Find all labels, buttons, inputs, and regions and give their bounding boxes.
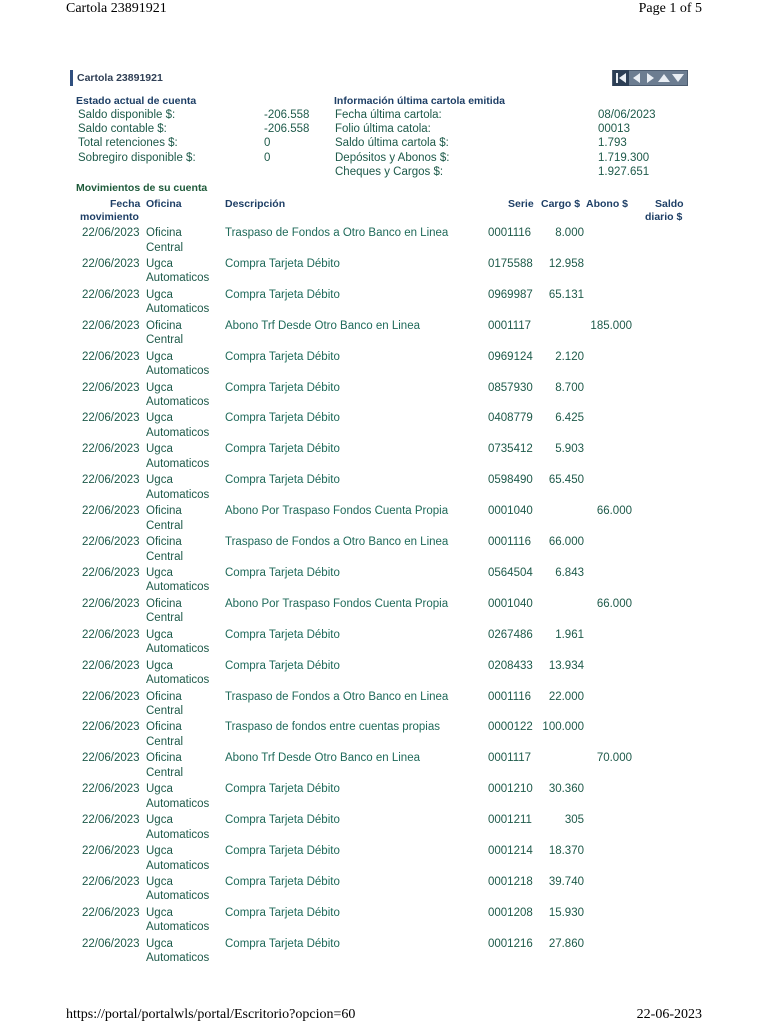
row-descripcion: Compra Tarjeta Débito [225,381,340,394]
row-oficina-line2: Automaticos [146,581,210,594]
row-oficina-line2: Automaticos [146,828,210,841]
row-oficina-line2: Automaticos [146,674,210,687]
row-date: 22/06/2023 [82,628,140,641]
row-oficina-line2: Central [146,705,184,717]
table-row [0,566,768,597]
table-row [0,906,768,937]
row-descripcion: Compra Tarjeta Débito [225,350,340,363]
row-oficina-line2: Automaticos [146,396,210,408]
row-oficina: Oficina [146,690,182,703]
row-cargo: 305 [564,814,584,827]
print-header [66,1,702,19]
row-date: 22/06/2023 [82,350,140,363]
table-row [0,813,768,844]
first-page-icon[interactable] [613,70,629,86]
info-label: Depósitos y Abonos $: [335,152,450,164]
table-row [0,504,768,535]
table-row [0,442,768,473]
row-date: 22/06/2023 [82,227,140,239]
row-serie: 0001208 [488,906,533,919]
row-descripcion: Traspaso de Fondos a Otro Banco en Linea [225,690,449,703]
row-oficina-line2: Central [146,519,184,532]
row-oficina: Ugca [146,906,173,919]
estado-value: -206.558 [264,109,310,121]
row-oficina-line2: Central [146,241,184,254]
scroll-down-icon[interactable] [671,71,685,85]
row-cargo: 22.000 [548,690,584,703]
row-serie: 0001040 [488,597,533,610]
row-date: 22/06/2023 [82,597,140,610]
row-cargo: 12.958 [548,257,584,270]
table-row [0,844,768,875]
row-cargo: 27.860 [548,937,584,950]
row-oficina: Ugca [146,659,173,672]
table-row [0,597,768,628]
row-oficina: Ugca [146,412,173,425]
row-descripcion: Abono Por Traspaso Fondos Cuenta Propia [225,597,449,610]
page-nav-buttons [612,70,688,86]
col-oficina: Oficina [146,198,182,210]
row-oficina-line2: Automaticos [146,365,210,378]
row-oficina: Ugca [146,814,173,827]
row-serie: 0857930 [488,381,533,394]
row-serie: 0175588 [488,257,533,270]
info-value: 08/06/2023 [598,109,656,121]
table-row [0,937,768,968]
row-date: 22/06/2023 [82,536,140,548]
row-descripcion: Compra Tarjeta Débito [225,628,340,641]
row-oficina: Oficina [146,227,182,239]
row-descripcion: Abono Por Traspaso Fondos Cuenta Propia [225,505,449,518]
row-serie: 0267486 [488,628,533,641]
row-oficina: Oficina [146,752,182,765]
row-descripcion: Compra Tarjeta Débito [225,288,340,301]
row-oficina-line2: Central [146,334,184,347]
row-oficina: Ugca [146,628,173,641]
row-cargo: 1.961 [555,628,584,641]
row-date: 22/06/2023 [82,875,140,888]
row-abono: 70.000 [596,752,632,765]
row-abono: 66.000 [596,597,632,610]
row-cargo: 39.740 [548,875,584,888]
col-saldo-diario: diario $ [645,211,683,223]
row-serie: 0001216 [488,937,533,950]
row-cargo: 2.120 [555,350,584,363]
row-serie: 0001040 [488,505,533,518]
row-oficina-line2: Automaticos [146,890,210,903]
col-cargo: Cargo $ [541,198,581,210]
row-date: 22/06/2023 [82,381,140,394]
row-date: 22/06/2023 [82,257,140,270]
row-descripcion: Compra Tarjeta Débito [225,443,340,456]
table-row [0,473,768,504]
row-descripcion: Abono Trf Desde Otro Banco en Linea [225,752,420,765]
row-oficina: Ugca [146,937,173,950]
row-oficina: Ugca [146,566,173,579]
row-oficina: Oficina [146,597,182,610]
row-oficina: Ugca [146,381,173,394]
row-serie: 0208433 [488,659,533,672]
estado-label: Total retenciones $: [78,137,178,149]
table-row [0,535,768,566]
col-serie: Serie [508,198,534,210]
table-row [0,226,768,257]
row-descripcion: Traspaso de Fondos a Otro Banco en Linea [225,536,449,548]
table-row [0,288,768,319]
row-oficina: Oficina [146,319,182,332]
print-date: 22-06-2023 [636,1007,702,1022]
estado-heading: Estado actual de cuenta [76,95,197,107]
row-cargo: 100.000 [542,721,584,734]
table-row [0,690,768,721]
table-row [0,875,768,906]
row-serie: 0001116 [488,536,532,548]
row-oficina: Ugca [146,875,173,888]
info-heading: Información última cartola emitida [334,95,505,107]
row-oficina-line2: Central [146,612,184,625]
row-cargo: 18.370 [548,845,584,857]
row-oficina-line2: Central [146,735,184,748]
row-date: 22/06/2023 [82,566,140,579]
row-descripcion: Traspaso de Fondos a Otro Banco en Linea [225,227,449,239]
row-oficina-line2: Central [146,550,184,563]
row-abono: 66.000 [596,505,632,518]
row-serie: 0001116 [488,227,532,239]
row-serie: 0001218 [488,875,533,888]
info-value: 00013 [598,123,630,135]
row-descripcion: Compra Tarjeta Débito [225,474,340,487]
estado-value: 0 [264,152,271,164]
row-date: 22/06/2023 [82,814,140,827]
row-oficina: Ugca [146,783,173,796]
row-serie: 0001116 [488,690,532,703]
row-oficina-line2: Automaticos [146,643,210,656]
row-serie: 0001214 [488,845,533,857]
row-date: 22/06/2023 [82,443,140,456]
row-oficina: Ugca [146,474,173,487]
row-oficina-line2: Automaticos [146,457,210,470]
row-oficina-line2: Automaticos [146,921,210,934]
row-descripcion: Compra Tarjeta Débito [225,257,340,270]
row-cargo: 8.000 [555,227,584,239]
table-row [0,381,768,412]
row-serie: 0735412 [488,443,533,456]
info-value: 1.927.651 [598,166,650,178]
row-descripcion: Compra Tarjeta Débito [225,937,340,950]
row-cargo: 6.843 [555,566,584,579]
row-oficina-line2: Automaticos [146,426,210,439]
col-abono: Abono $ [586,198,628,210]
row-oficina: Oficina [146,536,182,548]
row-serie: 0408779 [488,412,533,425]
info-value: 1.793 [598,137,627,149]
row-cargo: 8.700 [555,381,584,394]
row-date: 22/06/2023 [82,690,140,703]
scroll-up-icon[interactable] [657,71,671,85]
table-row [0,319,768,350]
row-date: 22/06/2023 [82,288,140,301]
row-cargo: 15.930 [548,906,584,919]
table-row [0,782,768,813]
row-oficina: Oficina [146,505,182,518]
col-fecha: Fecha [110,198,141,210]
row-serie: 0001211 [488,814,532,827]
row-oficina-line2: Automaticos [146,797,210,810]
info-value: 1.719.300 [598,152,650,164]
table-row [0,350,768,381]
info-label: Folio última catola: [335,123,431,135]
row-oficina-line2: Automaticos [146,272,210,285]
info-label: Fecha última cartola: [335,109,442,121]
table-row [0,720,768,751]
table-row [0,751,768,782]
row-cargo: 66.000 [548,536,584,548]
prev-page-icon[interactable] [629,71,643,85]
row-oficina: Oficina [146,721,182,734]
row-serie: 0001117 [488,752,532,765]
estado-value: 0 [264,137,271,149]
row-oficina-line2: Central [146,766,184,779]
row-descripcion: Compra Tarjeta Débito [225,566,340,579]
row-descripcion: Compra Tarjeta Débito [225,412,340,425]
row-oficina-line2: Automaticos [146,859,210,872]
row-date: 22/06/2023 [82,906,140,919]
estado-value: -206.558 [264,123,310,135]
col-descripcion: Descripción [225,198,286,210]
table-row [0,257,768,288]
table-row [0,411,768,442]
row-oficina: Ugca [146,350,173,363]
row-oficina: Ugca [146,845,173,857]
row-descripcion: Compra Tarjeta Débito [225,906,340,919]
row-descripcion: Compra Tarjeta Débito [225,875,340,888]
row-descripcion: Compra Tarjeta Débito [225,814,340,827]
row-date: 22/06/2023 [82,319,140,332]
table-row [0,628,768,659]
next-page-icon[interactable] [643,71,657,85]
estado-label: Saldo disponible $: [78,109,176,121]
row-cargo: 13.934 [548,659,584,672]
row-date: 22/06/2023 [82,845,140,857]
row-abono: 185.000 [590,319,632,332]
movimientos-heading: Movimientos de su cuenta [76,182,208,194]
row-serie: 0001117 [488,319,532,332]
row-descripcion: Compra Tarjeta Débito [225,783,340,796]
row-date: 22/06/2023 [82,505,140,518]
print-footer [66,1007,702,1024]
row-serie: 0598490 [488,474,533,487]
table-row [0,659,768,690]
info-label: Saldo última cartola $: [335,137,449,149]
row-oficina: Ugca [146,257,173,270]
row-cargo: 5.903 [555,443,584,456]
row-date: 22/06/2023 [82,752,140,765]
page-number: Page 1 of 5 [638,1,702,16]
row-oficina-line2: Automaticos [146,488,210,501]
row-cargo: 30.360 [548,783,584,796]
row-date: 22/06/2023 [82,783,140,796]
info-label: Cheques y Cargos $: [335,166,444,178]
row-oficina: Ugca [146,288,173,301]
row-date: 22/06/2023 [82,412,140,425]
row-date: 22/06/2023 [82,721,140,734]
estado-label: Sobregiro disponible $: [78,152,196,164]
page-url: https://portal/portalwls/portal/Escritorio?opcion=60 [66,1007,356,1022]
row-serie: 0969987 [488,288,533,301]
row-date: 22/06/2023 [82,937,140,950]
row-descripcion: Compra Tarjeta Débito [225,659,340,672]
row-oficina-line2: Automaticos [146,952,210,965]
row-cargo: 65.450 [548,474,584,487]
col-movimiento: movimiento [80,211,139,223]
row-oficina-line2: Automaticos [146,303,210,316]
row-descripcion: Compra Tarjeta Débito [225,845,340,857]
row-descripcion: Traspaso de fondos entre cuentas propias [225,721,441,734]
row-oficina: Ugca [146,443,173,456]
section-title: Cartola 23891921 [70,70,163,86]
estado-label: Saldo contable $: [78,123,167,135]
row-serie: 0000122 [488,721,533,734]
col-saldo: Saldo [655,198,684,210]
row-date: 22/06/2023 [82,659,140,672]
print-title: Cartola 23891921 [66,1,167,16]
row-serie: 0001210 [488,783,533,796]
row-date: 22/06/2023 [82,474,140,487]
row-serie: 0564504 [488,566,533,579]
row-descripcion: Abono Trf Desde Otro Banco en Linea [225,319,420,332]
row-serie: 0969124 [488,350,533,363]
row-cargo: 65.131 [548,288,584,301]
row-cargo: 6.425 [555,412,584,425]
